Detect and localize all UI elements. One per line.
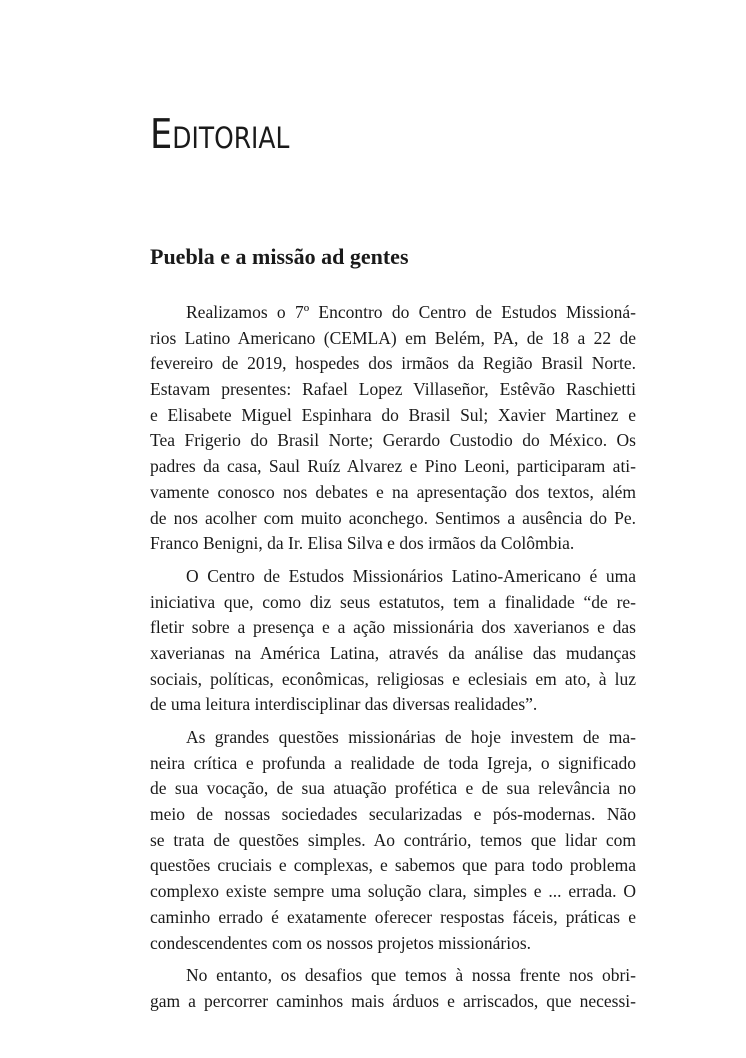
text-line: Realizamos o 7º Encontro do Centro de Estudos Missioná-	[186, 302, 636, 322]
text-line: As grandes questões missionárias de hoje investem de ma-	[186, 727, 636, 747]
paragraph	[150, 725, 636, 956]
text-line: gam a percorrer caminhos mais árduos e arriscados, que necessi-	[150, 990, 636, 1011]
text-line: questões cruciais e complexas, e sabemos que para todo problema	[150, 855, 636, 876]
section-title-rest: DITORIAL	[172, 121, 290, 155]
section-title	[150, 108, 289, 164]
paragraph	[150, 564, 636, 718]
text-line: iniciativa que, como diz seus estatutos, tem a finalidade “de re-	[150, 591, 636, 612]
text-line: fletir sobre a presença e a ação missionária dos xaverianos e das	[150, 617, 636, 638]
text-line: rios Latino Americano (CEMLA) em Belém, PA, de 18 a 22 de	[150, 327, 636, 348]
text-line: padres da casa, Saul Ruíz Alvarez e Pino Leoni, participaram ati-	[150, 456, 636, 477]
paragraph	[150, 963, 636, 1014]
text-line: meio de nossas sociedades secularizadas e pós-modernas. Não	[150, 804, 636, 825]
text-line: de uma leitura interdisciplinar das diversas realidades”.	[150, 694, 538, 715]
text-line: neira crítica e profunda a realidade de toda Igreja, o significado	[150, 752, 636, 773]
text-line: fevereiro de 2019, hospedes dos irmãos da Região Brasil Norte.	[150, 353, 636, 374]
text-line: e Elisabete Miguel Espinhara do Brasil Sul; Xavier Martinez e	[150, 404, 636, 425]
text-line: Tea Frigerio do Brasil Norte; Gerardo Custodio do México. Os	[150, 430, 636, 451]
text-line: vamente conosco nos debates e na apresentação dos textos, além	[150, 481, 636, 502]
text-line: Estavam presentes: Rafael Lopez Villaseñor, Estêvão Raschietti	[150, 379, 636, 400]
text-line: condescendentes com os nossos projetos missionários.	[150, 932, 532, 953]
text-line: de sua vocação, de sua atuação profética e de sua relevância no	[150, 778, 636, 799]
text-line: se trata de questões simples. Ao contrário, temos que lidar com	[150, 829, 636, 850]
text-line: xaverianas na América Latina, através da análise das mudanças	[150, 642, 636, 663]
article-body	[150, 300, 636, 1022]
text-line: caminho errado é exatamente oferecer respostas fáceis, práticas e	[150, 906, 636, 927]
text-line: No entanto, os desafios que temos à nossa frente nos obri-	[186, 965, 636, 986]
section-title-initial: E	[150, 110, 173, 158]
text-line: O Centro de Estudos Missionários Latino-Americano é uma	[186, 565, 636, 586]
text-line: sociais, políticas, econômicas, religiosas e eclesiais em ato, à luz	[150, 668, 636, 689]
text-line: de nos acolher com muito aconchego. Sentimos a ausência do Pe.	[150, 507, 636, 528]
text-line: complexo existe sempre uma solução clara, simples e ... errada. O	[150, 881, 636, 902]
text-line: Franco Benigni, da Ir. Elisa Silva e dos irmãos da Colômbia.	[150, 533, 575, 554]
article-title: Puebla e a missão ad gentes	[150, 244, 409, 269]
paragraph	[150, 300, 636, 557]
